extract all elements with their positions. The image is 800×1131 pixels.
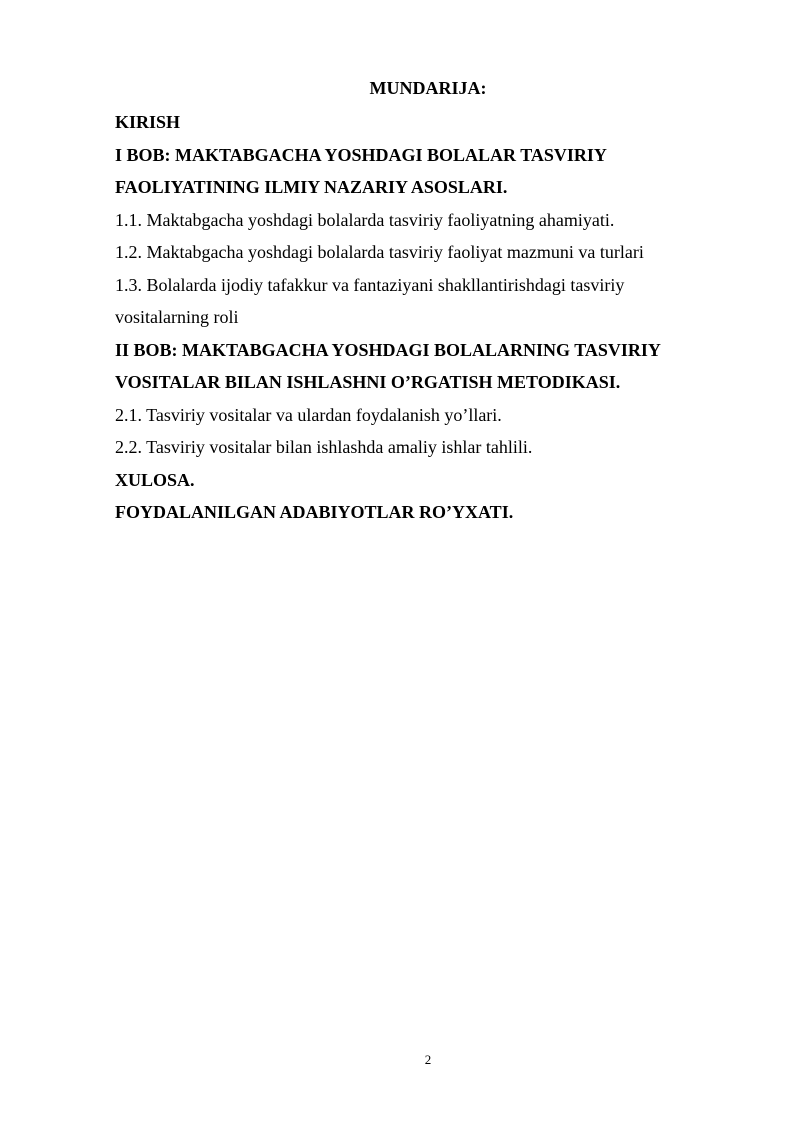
toc-entry-section-1-1: 1.1. Maktabgacha yoshdagi bolalarda tasviriy faoliyatning ahamiyati. (115, 209, 615, 230)
page-number: 2 (424, 1052, 432, 1067)
toc-entry-chapter-2-title-line-1: II BOB: MAKTABGACHA YOSHDAGI BOLALARNING TASVIRIY (115, 339, 661, 360)
toc-entry-chapter-2-title-line-2: VOSITALAR BILAN ISHLASHNI O’RGATISH METODIKASI. (115, 372, 621, 392)
toc-entry-section-1-2: 1.2. Maktabgacha yoshdagi bolalarda tasviriy faoliyat mazmuni va turlari (115, 242, 644, 262)
toc-entry-chapter-1-title-line-1: I BOB: MAKTABGACHA YOSHDAGI BOLALAR TASVIRIY (115, 144, 607, 165)
toc-entry-introduction: KIRISH (115, 112, 181, 132)
toc-entry-section-2-2: 2.2. Tasviriy vositalar bilan ishlashda amaliy ishlar tahlili. (115, 437, 533, 457)
toc-entry-section-1-3-line-2: vositalarning roli (115, 307, 239, 327)
toc-entry-conclusion: XULOSA. (115, 469, 195, 490)
toc-entry-chapter-1-title-line-2: FAOLIYATINING ILMIY NAZARIY ASOSLARI. (115, 177, 508, 197)
toc-entry-section-2-1: 2.1. Tasviriy vositalar va ulardan foydalanish yo’llari. (115, 404, 502, 425)
toc-entry-section-1-3-line-1: 1.3. Bolalarda ijodiy tafakkur va fantaziyani shakllantirishdagi tasviriy (115, 274, 625, 295)
toc-list (115, 106, 715, 529)
toc-entry-bibliography: FOYDALANILGAN ADABIYOTLAR RO’YXATI. (115, 502, 514, 522)
toc-title: MUNDARIJA: (369, 78, 487, 98)
